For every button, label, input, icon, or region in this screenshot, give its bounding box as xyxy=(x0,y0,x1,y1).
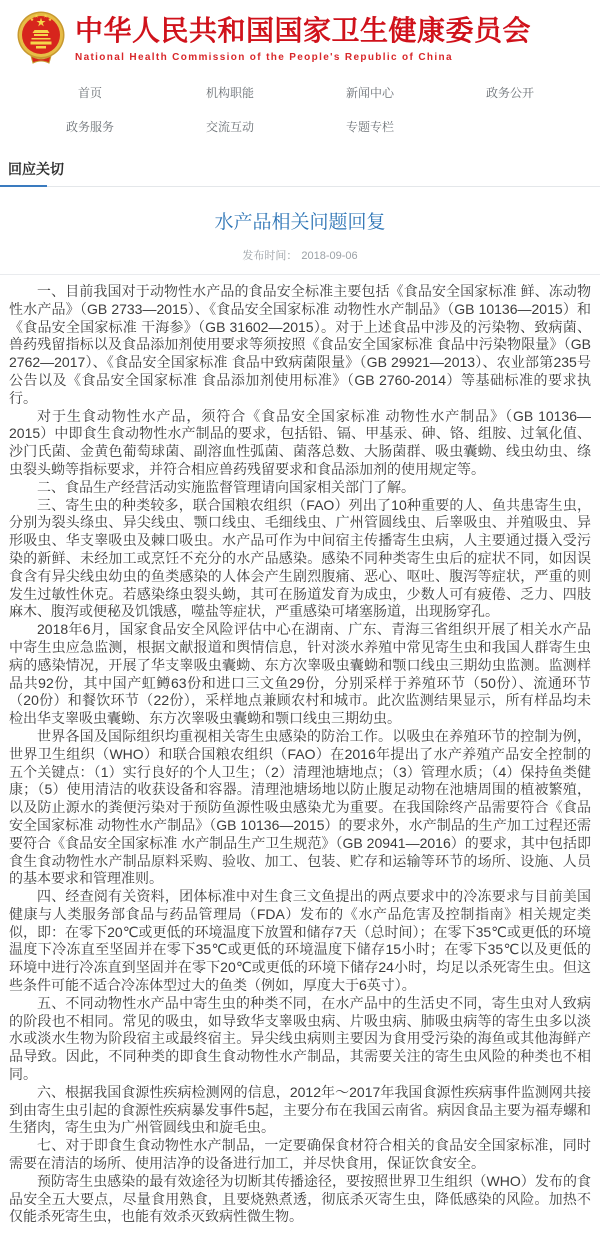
nav-item-gov-disclosure[interactable]: 政务公开 xyxy=(485,86,534,100)
article-paragraph: 四、经查阅有关资料，团体标准中对生食三文鱼提出的两点要求中的冷冻要求与目前美国健康与人类服务部食品与药品管理局（FDA）发布的《水产品危害及控制指南》相关规定类似，即：在零下20℃或更低的环境温度下放置和储存7天（总时间）；在零下35℃或更低的环境温度下冷冻直至坚固并在零下35℃或更低的环境温度下储存15小时；在零下35℃以及更低的环境中进行冷冻直到坚固并在零下20℃或更低的环境下储存24小时，均足以杀死寄生虫。但这些条件可能不适合冷冻体型过大的鱼类（例如，厚度大于6英寸）。 xyxy=(9,888,591,994)
article-paragraph: 五、不同动物性水产品中寄生虫的种类不同，在水产品中的生活史不同，寄生虫对人致病的阶段也不相同。常见的吸虫，如导致华支睾吸虫病、片吸虫病、肺吸虫病等的寄生虫多以淡水或淡水生物为阶段宿主或最终宿主。异尖线虫病则主要因为食用受污染的海鱼或其他海鲜产品导致。因此，不同种类的即食生食动物性水产制品，其需要关注的寄生虫风险的种类也不相同。 xyxy=(9,994,591,1083)
article-paragraph: 七、对于即食生食动物性水产制品，一定要确保食材符合相关的食品安全国家标准，同时需要在清洁的场所、使用洁净的设备进行加工，并尽快食用，保证饮食安全。 xyxy=(9,1137,591,1172)
publish-line xyxy=(0,247,600,275)
nav-item-news-center[interactable]: 新闻中心 xyxy=(345,86,394,100)
section-bar xyxy=(0,153,600,187)
site-title: 中华人民共和国国家卫生健康委员会 xyxy=(75,15,532,47)
publish-date: 2018-09-06 xyxy=(301,250,358,262)
site-logo[interactable] xyxy=(0,0,600,69)
article-paragraph: 三、寄生虫的种类较多，联合国粮农组织（FAO）列出了10种重要的人、鱼共患寄生虫，分别为裂头绦虫、异尖线虫、颚口线虫、毛细线虫、广州管圆线虫、后睾吸虫、并殖吸虫、异形吸虫、华支睾吸虫及棘口吸虫。水产品可作为中间宿主传播寄生虫病，人主要通过摄入受污染的新鲜、未经加工或烹饪不充分的水产品感染。感染不同种类寄生虫后的症状不同，如因误食含有异尖线虫幼虫的鱼类感染的人体会产生剧烈腹痛、恶心、呕吐、腹泻等症状，严重的则发生过敏性休克。若感染绦虫裂头蚴，其可在肠道发育为成虫，少数人可有疲倦、乏力、四肢麻木、腹泻或便秘及饥饿感，噬盐等症状，严重感染可堵塞肠道，出现肠穿孔。 xyxy=(9,496,591,620)
article-body xyxy=(0,275,600,1238)
nav-item-functions[interactable]: 机构职能 xyxy=(205,86,254,100)
site-subtitle: National Health Commission of the People's Republic of China xyxy=(75,51,453,63)
nav-item-special-topics[interactable]: 专题专栏 xyxy=(345,120,394,134)
article-title: 水产品相关问题回复 xyxy=(214,212,386,233)
article-paragraph: 世界各国及国际组织均重视相关寄生虫感染的防治工作。以吸虫在养殖环节的控制为例，世界卫生组织（WHO）和联合国粮农组织（FAO）在2016年提出了水产养殖产品安全控制的五个关键点：（1）实行良好的个人卫生；（2）清理池塘地点；（3）管理水质；（4）保持鱼类健康；（5）使用清洁的收获设备和容器。清理池塘场地以防止腹足动物在池塘周围的植被繁殖，以及防止源水的粪便污染对于预防鱼源性吸虫感染尤为重要。在我国除终产品需要符合《食品安全国家标准 动物性水产制品》（GB 10136—2015）的要求外，水产制品的生产加工过程还需要符合《食品安全国家标准 水产制品生产卫生规范》（GB 20941—2016）的要求，其中包括即食生食动物性水产制品原料采购、验收、加工、包装、贮存和运输等环节的场所、设施、人员的基本要求和管理准则。 xyxy=(9,727,591,887)
nav-item-interaction[interactable]: 交流互动 xyxy=(205,120,254,134)
nav-item-empty xyxy=(440,118,580,135)
article-paragraph: 二、食品生产经营活动实施监督管理请向国家相关部门了解。 xyxy=(37,478,415,495)
article-paragraph: 对于生食动物性水产品，须符合《食品安全国家标准 动物性水产制品》（GB 10136—2015）中即食生食动物性水产制品的要求，包括铅、镉、甲基汞、砷、铬、组胺、过氧化值、沙门氏菌、金黄色葡萄球菌、副溶血性弧菌、菌落总数、大肠菌群、吸虫囊蚴、线虫幼虫、绦虫裂头蚴等指标要求，并符合相应兽药残留要求和食品添加剂的使用规定等。 xyxy=(9,407,591,477)
article xyxy=(0,207,600,1238)
main-nav xyxy=(0,69,600,148)
china-national-emblem-icon xyxy=(16,11,66,67)
article-paragraph: 六、根据我国食源性疾病检测网的信息，2012年～2017年我国食源性疾病事件监测网共接到由寄生虫引起的食源性疾病暴发事件5起，主要分布在我国云南省。病因食品主要为福寿螺和生猪肉，寄生虫为广州管圆线虫和旋毛虫。 xyxy=(9,1083,591,1136)
site-header xyxy=(0,0,600,148)
article-paragraph: 一、目前我国对于动物性水产品的食品安全标准主要包括《食品安全国家标准 鲜、冻动物性水产品》（GB 2733—2015）、《食品安全国家标准 动物性水产制品》（GB 10136—2015）和《食品安全国家标准 干海参》（GB 31602—2015）。对于上述食品中涉及的污染物、致病菌、兽药残留指标以及食品添加剂使用要求等须按照《食品安全国家标准 食品中污染物限量》（GB 2762—2017）、《食品安全国家标准 食品中致病菌限量》（GB 29921—2013）、农业部第235号公告以及《食品安全国家标准 食品添加剂使用标准》（GB 2760-2014）等基础标准的要求执行。 xyxy=(9,283,591,406)
nav-item-gov-services[interactable]: 政务服务 xyxy=(65,120,114,134)
publish-time-label: 发布时间： xyxy=(242,250,298,262)
article-paragraph: 2018年6月，国家食品安全风险评估中心在湖南、广东、青海三省组织开展了相关水产品中寄生虫应急监测，根据文献报道和舆情信息，针对淡水养殖中常见寄生虫和我国人群寄生虫病的感染情况，开展了华支睾吸虫囊蚴、东方次睾吸虫囊蚴和颚口线虫三期幼虫监测。监测样品共92份，其中国产虹鳟63份和进口三文鱼29份，分别采样于养殖环节（50份）、流通环节（20份）和餐饮环节（22份），采样地点兼顾农村和城市。此次监测结果显示，所有样品均未检出华支睾吸虫囊蚴、东方次睾吸虫囊蚴和颚口线虫三期幼虫。 xyxy=(9,621,591,727)
article-paragraph: 预防寄生虫感染的最有效途径为切断其传播途径，要按照世界卫生组织（WHO）发布的食品安全五大要点，尽量食用熟食，且要烧熟煮透，彻底杀灭寄生虫，降低感染的风险。加热不仅能杀死寄生虫，也能有效杀灭致病性微生物。 xyxy=(9,1172,591,1225)
section-label-responding-to-concerns[interactable]: 回应关切 xyxy=(8,161,64,177)
nav-item-home[interactable]: 首页 xyxy=(77,86,102,100)
